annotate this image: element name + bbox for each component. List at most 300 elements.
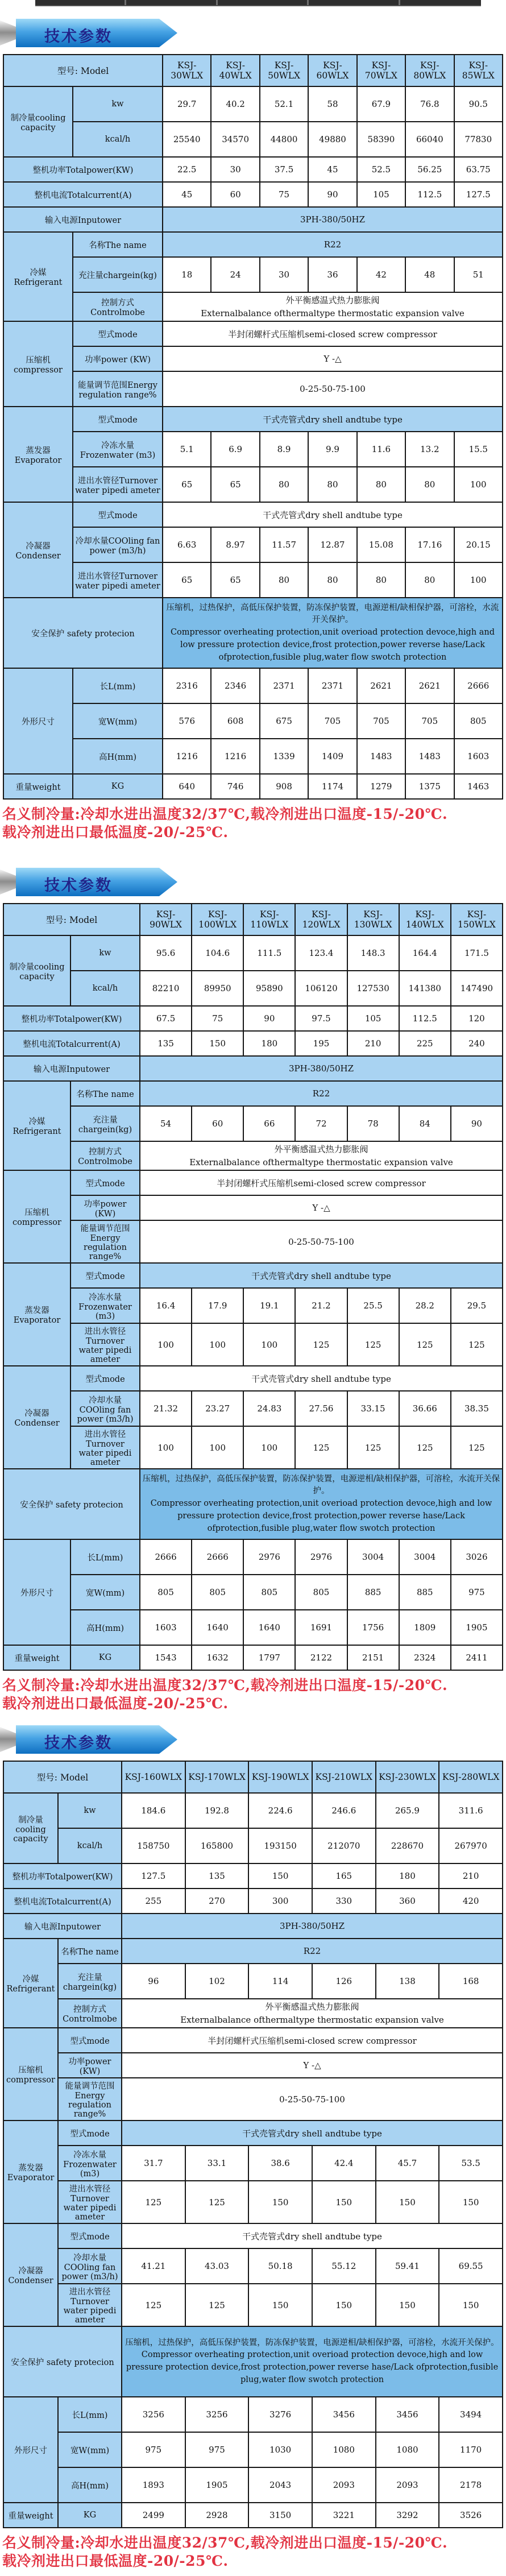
table-row bbox=[3, 1288, 503, 1323]
row-label: 名称The name bbox=[73, 232, 163, 257]
value-cell: 150 bbox=[248, 2284, 312, 2326]
model-cell: KSJ-280WLX bbox=[439, 1761, 503, 1793]
row-label: 型式mode bbox=[73, 321, 163, 346]
row-label: kw bbox=[70, 935, 140, 971]
value-cell: 24.83 bbox=[243, 1391, 295, 1426]
value-cell: 28.2 bbox=[399, 1288, 451, 1323]
table-row bbox=[3, 2053, 503, 2078]
value-cell: 22.5 bbox=[163, 157, 211, 182]
table-row bbox=[3, 562, 503, 598]
model-cell: KSJ-60WLX bbox=[308, 55, 356, 86]
value-cell: 20.15 bbox=[454, 527, 503, 562]
value-cell: 111.5 bbox=[243, 935, 295, 971]
value-cell bbox=[122, 1999, 503, 2028]
value-cell: 0-25-50-75-100 bbox=[122, 2078, 503, 2121]
row-label: 进出水管径Turnover water pipedi ameter bbox=[70, 1426, 140, 1469]
row-label: 整机电流Totalcurrent(A) bbox=[3, 182, 163, 207]
value-cell: 127530 bbox=[347, 971, 399, 1006]
value-cell: 24 bbox=[211, 257, 259, 292]
value-cell: Y -△ bbox=[163, 346, 503, 371]
table-row bbox=[3, 2078, 503, 2121]
table-row bbox=[3, 2467, 503, 2503]
row-label: 型式mode bbox=[73, 407, 163, 432]
value-cell: 100 bbox=[454, 467, 503, 502]
value-cell: 36.66 bbox=[399, 1391, 451, 1426]
value-cell: 300 bbox=[248, 1888, 312, 1914]
value-cell: 72 bbox=[295, 1106, 347, 1141]
value-cell: 1279 bbox=[357, 774, 405, 799]
value-cell: 9.9 bbox=[308, 432, 356, 467]
value-cell: 干式壳管式dry shell andtube type bbox=[140, 1366, 503, 1391]
value-cell: 1603 bbox=[140, 1610, 192, 1645]
safety-cell bbox=[122, 2326, 503, 2397]
value-cell: 66 bbox=[243, 1106, 295, 1141]
model-cell: KSJ-80WLX bbox=[405, 55, 454, 86]
value-cell: 1409 bbox=[308, 739, 356, 774]
value-cell: 1483 bbox=[405, 739, 454, 774]
row-label: 充注量chargein(kg) bbox=[58, 1964, 122, 1999]
row-label: 整机功率Totalpower(KW) bbox=[3, 157, 163, 182]
value-cell: 100 bbox=[454, 562, 503, 598]
value-cell: 195 bbox=[295, 1031, 347, 1056]
table-row bbox=[3, 2028, 503, 2053]
table-row bbox=[3, 2181, 503, 2223]
table-row bbox=[3, 904, 503, 935]
value-cell: 33.1 bbox=[185, 2146, 249, 2181]
value-cell: 29.5 bbox=[451, 1288, 503, 1323]
row-label: 型式mode bbox=[70, 1170, 140, 1195]
value-cell: 975 bbox=[185, 2432, 249, 2467]
row-label: 长L(mm) bbox=[73, 668, 163, 703]
table-row bbox=[3, 1939, 503, 1964]
spec-table-2 bbox=[3, 903, 503, 1671]
value-cell: 66040 bbox=[405, 122, 454, 157]
row-label: 重量weight bbox=[3, 774, 73, 799]
safety-zh: 压缩机，过热保护，高低压保护装置，防冻保护装置，电源逆相/缺相保护器，可溶栓，水流开关保护。 bbox=[125, 2338, 499, 2347]
value-cell: 224.6 bbox=[248, 1793, 312, 1828]
value-cell: 150 bbox=[312, 2181, 376, 2223]
table-row bbox=[3, 292, 503, 321]
value-cell: 1691 bbox=[295, 1610, 347, 1645]
row-label: 整机功率Totalpower(KW) bbox=[3, 1863, 122, 1888]
row-label: 功率power (KW) bbox=[70, 1195, 140, 1220]
divider bbox=[307, 0, 309, 5]
value-cell: 2093 bbox=[312, 2467, 376, 2503]
table-row bbox=[3, 1391, 503, 1426]
value-cell: 2666 bbox=[192, 1539, 243, 1575]
value-cell: 半封闭螺杆式压缩机semi-closed screw compressor bbox=[163, 321, 503, 346]
value-cell: 59.41 bbox=[376, 2248, 439, 2284]
value-cell: 2666 bbox=[140, 1539, 192, 1575]
value-cell: 1375 bbox=[405, 774, 454, 799]
value-cell: 192.8 bbox=[185, 1793, 249, 1828]
value-cell: 80 bbox=[357, 562, 405, 598]
table-row bbox=[3, 1914, 503, 1939]
row-label: 长L(mm) bbox=[58, 2397, 122, 2432]
row-label: 进出水管径Turnover water pipedi ameter bbox=[73, 562, 163, 598]
row-label: 外形尺寸 bbox=[3, 2397, 58, 2503]
table-row bbox=[3, 1828, 503, 1863]
table-row bbox=[3, 774, 503, 799]
value-cell: 3PH-380/50HZ bbox=[163, 207, 503, 232]
row-label: 控制方式Controlmobe bbox=[70, 1141, 140, 1170]
table-row bbox=[3, 467, 503, 502]
value-cell: 65 bbox=[163, 562, 211, 598]
banner-title: 技术参数 bbox=[44, 1734, 113, 1752]
value-cell: 3026 bbox=[451, 1539, 503, 1575]
table-row bbox=[3, 2284, 503, 2326]
row-label: 型式mode bbox=[58, 2223, 122, 2248]
value-cell: 干式壳管式dry shell andtube type bbox=[140, 1263, 503, 1288]
table-row bbox=[3, 598, 503, 668]
table-row bbox=[3, 2248, 503, 2284]
table-row bbox=[3, 1141, 503, 1170]
value-cell: 135 bbox=[185, 1863, 249, 1888]
row-label: 安全保护 safety protecion bbox=[3, 598, 163, 668]
value-cell: 80 bbox=[405, 467, 454, 502]
value-cell: 44800 bbox=[260, 122, 308, 157]
table-row bbox=[3, 1106, 503, 1141]
row-label: 安全保护 safety protecion bbox=[3, 1469, 140, 1539]
value-cell: 25540 bbox=[163, 122, 211, 157]
value-cell: 125 bbox=[185, 2284, 249, 2326]
row-label: 整机电流Totalcurrent(A) bbox=[3, 1031, 140, 1056]
safety-zh: 压缩机，过热保护，高低压保护装置，防冻保护装置，电源逆相/缺相保护器，可溶栓，水流开关保护。 bbox=[142, 1474, 500, 1496]
table-row bbox=[3, 55, 503, 86]
row-label: 蒸发器 Evaporator bbox=[3, 407, 73, 502]
value-cell: 1174 bbox=[308, 774, 356, 799]
row-label: 宽W(mm) bbox=[73, 703, 163, 739]
value-cell: 576 bbox=[163, 703, 211, 739]
value-cell: 58 bbox=[308, 86, 356, 122]
value-cell: 40.2 bbox=[211, 86, 259, 122]
value-cell: 52.5 bbox=[357, 157, 405, 182]
spec-table-1 bbox=[3, 54, 503, 800]
table-row bbox=[3, 1469, 503, 1539]
row-label: 整机功率Totalpower(KW) bbox=[3, 1006, 140, 1031]
value-cell: 135 bbox=[140, 1031, 192, 1056]
value-cell: 18 bbox=[163, 257, 211, 292]
value-cell: 77830 bbox=[454, 122, 503, 157]
value-cell: 141380 bbox=[399, 971, 451, 1006]
model-cell: KSJ-100WLX bbox=[192, 904, 243, 935]
value-cell: 102 bbox=[185, 1964, 249, 1999]
value-cell: 165800 bbox=[185, 1828, 249, 1863]
value-cell: 15.5 bbox=[454, 432, 503, 467]
value-cell: 975 bbox=[451, 1575, 503, 1610]
row-label: kw bbox=[73, 86, 163, 122]
row-label: 外形尺寸 bbox=[3, 668, 73, 774]
value-cell: 228670 bbox=[376, 1828, 439, 1863]
row-label: 重量weight bbox=[3, 1645, 70, 1670]
value-cell: 104.6 bbox=[192, 935, 243, 971]
value-cell: 3494 bbox=[439, 2397, 503, 2432]
row-label: 冷却水量COOling fan power (m3/h) bbox=[73, 527, 163, 562]
row-label: 冷媒Refrigerant bbox=[3, 1939, 58, 2028]
spec-table-3 bbox=[3, 1761, 503, 2528]
value-cell: 1893 bbox=[122, 2467, 185, 2503]
value-cell: 8.97 bbox=[211, 527, 259, 562]
note-line1: 名义制冷量:冷却水进出温度32/37℃,载冷剂进出口温度-15/-20℃. bbox=[2, 806, 448, 822]
value-cell: 1603 bbox=[454, 739, 503, 774]
row-label: 冷媒Refrigerant bbox=[3, 1081, 70, 1170]
value-cell: 半封闭螺杆式压缩机semi-closed screw compressor bbox=[140, 1170, 503, 1195]
value-cell: Y -△ bbox=[140, 1195, 503, 1220]
model-cell: KSJ-70WLX bbox=[357, 55, 405, 86]
value-cell: 608 bbox=[211, 703, 259, 739]
value-cell: 8.9 bbox=[260, 432, 308, 467]
value-cell: 270 bbox=[185, 1888, 249, 1914]
value-cell: 2621 bbox=[357, 668, 405, 703]
value-cell: 255 bbox=[122, 1888, 185, 1914]
note bbox=[2, 2534, 506, 2570]
model-cell: KSJ-50WLX bbox=[260, 55, 308, 86]
value-cell: 16.4 bbox=[140, 1288, 192, 1323]
section-banner bbox=[0, 1725, 188, 1754]
divider bbox=[216, 0, 218, 5]
value-cell: 90 bbox=[243, 1006, 295, 1031]
value-cell: 120 bbox=[451, 1006, 503, 1031]
table-row bbox=[3, 1610, 503, 1645]
row-label: 控制方式Controlmobe bbox=[58, 1999, 122, 2028]
row-label: 充注量chargein(kg) bbox=[70, 1106, 140, 1141]
value-cell: 112.5 bbox=[399, 1006, 451, 1031]
value-cell: 885 bbox=[399, 1575, 451, 1610]
value-cell: 330 bbox=[312, 1888, 376, 1914]
value-cell: 1483 bbox=[357, 739, 405, 774]
row-label: kcal/h bbox=[70, 971, 140, 1006]
value-cell: 65 bbox=[211, 562, 259, 598]
note bbox=[2, 1676, 506, 1713]
value-cell: 76.8 bbox=[405, 86, 454, 122]
table-row bbox=[3, 1539, 503, 1575]
value-cell: 212070 bbox=[312, 1828, 376, 1863]
value-cell: 6.9 bbox=[211, 432, 259, 467]
value-cell: 125 bbox=[451, 1323, 503, 1366]
value-cell: 100 bbox=[140, 1323, 192, 1366]
value-cell: 2324 bbox=[399, 1645, 451, 1670]
value-cell: 干式壳管式dry shell andtube type bbox=[122, 2121, 503, 2146]
value-cell: 420 bbox=[439, 1888, 503, 1914]
value-cell: 746 bbox=[211, 774, 259, 799]
value-cell: 168 bbox=[439, 1964, 503, 1999]
row-label: 高H(mm) bbox=[70, 1610, 140, 1645]
note-line2: 载冷剂进出口最低温度-20/-25℃. bbox=[2, 2553, 229, 2569]
value-cell: 34570 bbox=[211, 122, 259, 157]
value-cell: 38.6 bbox=[248, 2146, 312, 2181]
value-cell: 6.63 bbox=[163, 527, 211, 562]
value-cell: 147490 bbox=[451, 971, 503, 1006]
row-label: 型式mode bbox=[58, 2028, 122, 2053]
value-cell: 45.7 bbox=[376, 2146, 439, 2181]
value-cell: 150 bbox=[439, 2284, 503, 2326]
table-row bbox=[3, 2223, 503, 2248]
row-label: 高H(mm) bbox=[58, 2467, 122, 2503]
value-cell: 2151 bbox=[347, 1645, 399, 1670]
value-cell: 100 bbox=[243, 1426, 295, 1469]
table-row bbox=[3, 2503, 503, 2528]
model-cell: KSJ-150WLX bbox=[451, 904, 503, 935]
table-row bbox=[3, 371, 503, 407]
value-cell: 3221 bbox=[312, 2503, 376, 2528]
value-cell: 1905 bbox=[451, 1610, 503, 1645]
row-label: 制冷量cooling capacity bbox=[3, 935, 70, 1006]
value-cell bbox=[163, 292, 503, 321]
row-label: 蒸发器 Evaporator bbox=[3, 2121, 58, 2223]
value-cell: 75 bbox=[192, 1006, 243, 1031]
note-line1: 名义制冷量:冷却水进出温度32/37℃,载冷剂进出口温度-15/-20℃. bbox=[2, 1677, 448, 1693]
value-cell: 37.5 bbox=[260, 157, 308, 182]
value-cell: 75 bbox=[260, 182, 308, 207]
table-row bbox=[3, 1056, 503, 1081]
value-cell: 半封闭螺杆式压缩机semi-closed screw compressor bbox=[122, 2028, 503, 2053]
table-row bbox=[3, 182, 503, 207]
value-cell: 23.27 bbox=[192, 1391, 243, 1426]
value-cell: 2178 bbox=[439, 2467, 503, 2503]
value-cell: 1080 bbox=[376, 2432, 439, 2467]
value-cell: 165 bbox=[312, 1863, 376, 1888]
table-row bbox=[3, 1999, 503, 2028]
row-label: 外形尺寸 bbox=[3, 1539, 70, 1645]
value-cell: 2411 bbox=[451, 1645, 503, 1670]
row-label: 宽W(mm) bbox=[70, 1575, 140, 1610]
row-label: 型式mode bbox=[70, 1263, 140, 1288]
value-cell: 311.6 bbox=[439, 1793, 503, 1828]
value-cell: 2122 bbox=[295, 1645, 347, 1670]
value-cell: 150 bbox=[248, 1863, 312, 1888]
divider bbox=[125, 0, 126, 5]
row-label: 安全保护 safety protecion bbox=[3, 2326, 122, 2397]
value-cell: 80 bbox=[405, 562, 454, 598]
value-cell: 100 bbox=[243, 1323, 295, 1366]
value-cell: 125 bbox=[122, 2181, 185, 2223]
control-en: Externalbalance ofthermaltype thermostatic expansion valve bbox=[201, 308, 464, 318]
note-line1: 名义制冷量:冷却水进出温度32/37℃,载冷剂进出口温度-15/-20℃. bbox=[2, 2534, 448, 2551]
value-cell: 126 bbox=[312, 1964, 376, 1999]
value-cell: 246.6 bbox=[312, 1793, 376, 1828]
value-cell: 2093 bbox=[376, 2467, 439, 2503]
value-cell: 2043 bbox=[248, 2467, 312, 2503]
value-cell: 193150 bbox=[248, 1828, 312, 1863]
value-cell: 65 bbox=[211, 467, 259, 502]
value-cell: 3456 bbox=[312, 2397, 376, 2432]
value-cell: 210 bbox=[439, 1863, 503, 1888]
table-row bbox=[3, 1366, 503, 1391]
row-label: 冷冻水量Frozenwater (m3) bbox=[58, 2146, 122, 2181]
value-cell: 105 bbox=[347, 1006, 399, 1031]
table-row bbox=[3, 1081, 503, 1106]
safety-zh: 压缩机，过热保护，高低压保护装置，防冻保护装置，电源逆相/缺相保护器，可溶栓，水流开关保护。 bbox=[166, 603, 499, 625]
value-cell: 2666 bbox=[454, 668, 503, 703]
value-cell: 53.5 bbox=[439, 2146, 503, 2181]
value-cell: 640 bbox=[163, 774, 211, 799]
value-cell: 171.5 bbox=[451, 935, 503, 971]
model-cell: KSJ-160WLX bbox=[122, 1761, 185, 1793]
value-cell: 30 bbox=[260, 257, 308, 292]
value-cell: 705 bbox=[405, 703, 454, 739]
value-cell: 干式壳管式dry shell andtube type bbox=[163, 502, 503, 527]
safety-en: Compressor overheating protection,unit overioad protection devoce,high and low pressure protection device,frost protection,power reverse hase/Lack ofprotection,fusible plug,water flow swotch protection bbox=[126, 2350, 499, 2384]
value-cell: 210 bbox=[347, 1031, 399, 1056]
row-label: 控制方式Controlmobe bbox=[73, 292, 163, 321]
value-cell: 2976 bbox=[295, 1539, 347, 1575]
value-cell: 125 bbox=[399, 1426, 451, 1469]
table-row bbox=[3, 1761, 503, 1793]
note-line2: 载冷剂进出口最低温度-20/-25℃. bbox=[2, 824, 229, 840]
value-cell: 705 bbox=[357, 703, 405, 739]
value-cell: 3256 bbox=[122, 2397, 185, 2432]
row-label: 压缩机compressor bbox=[3, 2028, 58, 2121]
value-cell: 138 bbox=[376, 1964, 439, 1999]
value-cell: 25.5 bbox=[347, 1288, 399, 1323]
table-row bbox=[3, 86, 503, 122]
value-cell: 125 bbox=[295, 1323, 347, 1366]
control-zh: 外平衡感温式热力膨胀阀 bbox=[274, 1144, 368, 1154]
table-row bbox=[3, 2397, 503, 2432]
value-cell: 3456 bbox=[376, 2397, 439, 2432]
row-label: 重量weight bbox=[3, 2503, 58, 2528]
row-label: KG bbox=[70, 1645, 140, 1670]
value-cell: 43.03 bbox=[185, 2248, 249, 2284]
banner-title: 技术参数 bbox=[44, 28, 113, 45]
value-cell: 干式壳管式dry shell andtube type bbox=[122, 2223, 503, 2248]
value-cell: 1463 bbox=[454, 774, 503, 799]
value-cell: 41.21 bbox=[122, 2248, 185, 2284]
value-cell: 80 bbox=[260, 467, 308, 502]
row-label: 名称The name bbox=[70, 1081, 140, 1106]
model-cell: KSJ-140WLX bbox=[399, 904, 451, 935]
value-cell: 3PH-380/50HZ bbox=[122, 1914, 503, 1939]
row-label: 名称The name bbox=[58, 1939, 122, 1964]
value-cell: 885 bbox=[347, 1575, 399, 1610]
value-cell: 67.5 bbox=[140, 1006, 192, 1031]
value-cell: 360 bbox=[376, 1888, 439, 1914]
table-row bbox=[3, 1195, 503, 1220]
table-row bbox=[3, 739, 503, 774]
value-cell: 150 bbox=[439, 2181, 503, 2223]
row-label: KG bbox=[58, 2503, 122, 2528]
value-cell: R22 bbox=[122, 1939, 503, 1964]
value-cell: 干式壳管式dry shell andtube type bbox=[163, 407, 503, 432]
value-cell: 3276 bbox=[248, 2397, 312, 2432]
safety-en: Compressor overheating protection,unit overioad protection devoce,high and low pressure protection device,frost protection,power reverse hase/Lack ofprotection,fusible plug,water flow swotch protection bbox=[150, 1499, 492, 1533]
value-cell: 180 bbox=[243, 1031, 295, 1056]
control-en: Externalbalance ofthermaltype thermostatic expansion valve bbox=[180, 2014, 444, 2025]
value-cell: 125 bbox=[451, 1426, 503, 1469]
value-cell: 42 bbox=[357, 257, 405, 292]
value-cell: 805 bbox=[140, 1575, 192, 1610]
control-en: Externalbalance ofthermaltype thermostatic expansion valve bbox=[189, 1157, 453, 1167]
table-row bbox=[3, 232, 503, 257]
model-cell: KSJ-190WLX bbox=[248, 1761, 312, 1793]
value-cell: 30 bbox=[211, 157, 259, 182]
value-cell: 49880 bbox=[308, 122, 356, 157]
value-cell: 150 bbox=[376, 2284, 439, 2326]
row-label: 长L(mm) bbox=[70, 1539, 140, 1575]
control-zh: 外平衡感温式热力膨胀阀 bbox=[285, 295, 380, 305]
row-label: 型式mode bbox=[73, 502, 163, 527]
value-cell: 100 bbox=[192, 1323, 243, 1366]
value-cell: 90 bbox=[451, 1106, 503, 1141]
value-cell: 2371 bbox=[260, 668, 308, 703]
value-cell: 50.18 bbox=[248, 2248, 312, 2284]
value-cell: 33.15 bbox=[347, 1391, 399, 1426]
value-cell: 90 bbox=[308, 182, 356, 207]
value-cell: 805 bbox=[295, 1575, 347, 1610]
value-cell: 2976 bbox=[243, 1539, 295, 1575]
value-cell: 80 bbox=[357, 467, 405, 502]
row-label: 冷冻水量Frozenwater (m3) bbox=[73, 432, 163, 467]
